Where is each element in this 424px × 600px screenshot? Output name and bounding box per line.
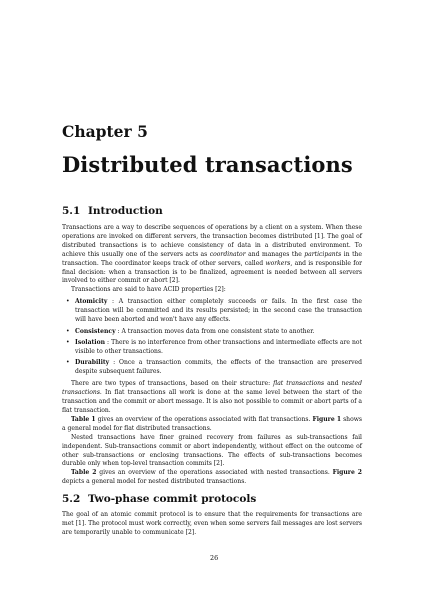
chapter-title: Distributed transactions [62,152,353,177]
document-page [62,0,362,600]
paragraph: Transactions are a way to describe sequences of operations by a client on a system. When these operations are invoked on different servers, the transaction becomes distributed [1]. The goal of distributed transactions is to achieve consistency of data in a distributed environment. To achieve this usually one of the servers acts as coordinator and manages the participants in the transaction. The coordinator keeps track of other servers, called workers, and is responsible for final decision: when a transaction is to be finalized, agreement is needed between all servers involved to either commit or abort [2]. [62,224,362,285]
paragraph: Table 1 gives an overview of the operations associated with flat transactions. Figure 1 shows a general model for flat distributed transactions. [62,415,362,432]
bullet-icon: • [66,327,70,335]
chapter-label: Chapter 5 [62,122,148,141]
paragraph: Nested transactions have finer grained recovery from failures as sub-transactions fail independent. Sub-transactions commit or abort independently, without effect on the outcome of other sub-transactions or enclosing transactions. The effects of sub-transactions becomes durable only when top-level transaction commits [2]. [62,433,362,468]
list-item: • Isolation : There is no interference from other transactions and intermediate effects are not visible to other transactions. [66,339,362,355]
acid-list [62,298,362,377]
page-number: 26 [210,554,219,562]
section-number: 5.1 [62,205,81,217]
figure-ref: Figure 1 [312,415,342,423]
table-ref: Table 1 [71,415,96,423]
bullet-icon: • [66,359,70,367]
section-number: 5.2 [62,493,81,505]
bullet-icon: • [66,339,70,347]
table-ref: Table 2 [71,469,97,477]
paragraph: There are two types of transactions, based on their structure: flat transactions and nested transactions. In flat transactions all work is done at the same level between the start of the transaction and the commit or abort message. It is also not possible to commit or abort parts of a flat transaction. [62,380,362,414]
section-title: Two-phase commit protocols [88,493,257,505]
section-title: Introduction [88,205,163,217]
section-heading-introduction [62,205,163,217]
figure-ref: Figure 2 [332,469,362,477]
bullet-icon: • [66,298,70,306]
paragraph: Transactions are said to have ACID properties [2]: [71,286,226,294]
section-body-two-phase-commit [62,511,362,538]
paragraph: Table 2 gives an overview of the operations associated with nested transactions. Figure 2 depicts a general model for nested distributed transactions. [62,469,362,486]
list-item: • Durability : Once a transaction commits, the effects of the transaction are preserved despite subsequent failures. [66,359,362,376]
section-heading-two-phase-commit [62,493,256,505]
list-item: • Consistency : A transaction moves data from one consistent state to another. [66,327,315,335]
paragraph: The goal of an atomic commit protocol is to ensure that the requirements for transactions are met [1]. The protocol must work correctly, even when some servers fail messages are lost servers are temporarily unable to communicate [2]. [62,511,362,536]
section-body-introduction [62,224,362,487]
list-item: • Atomicity : A transaction either completely succeeds or fails. In the first case the transaction will be committed and its results persisted; in the second case the transaction will have been aborted and won't have any effects. [66,298,362,324]
